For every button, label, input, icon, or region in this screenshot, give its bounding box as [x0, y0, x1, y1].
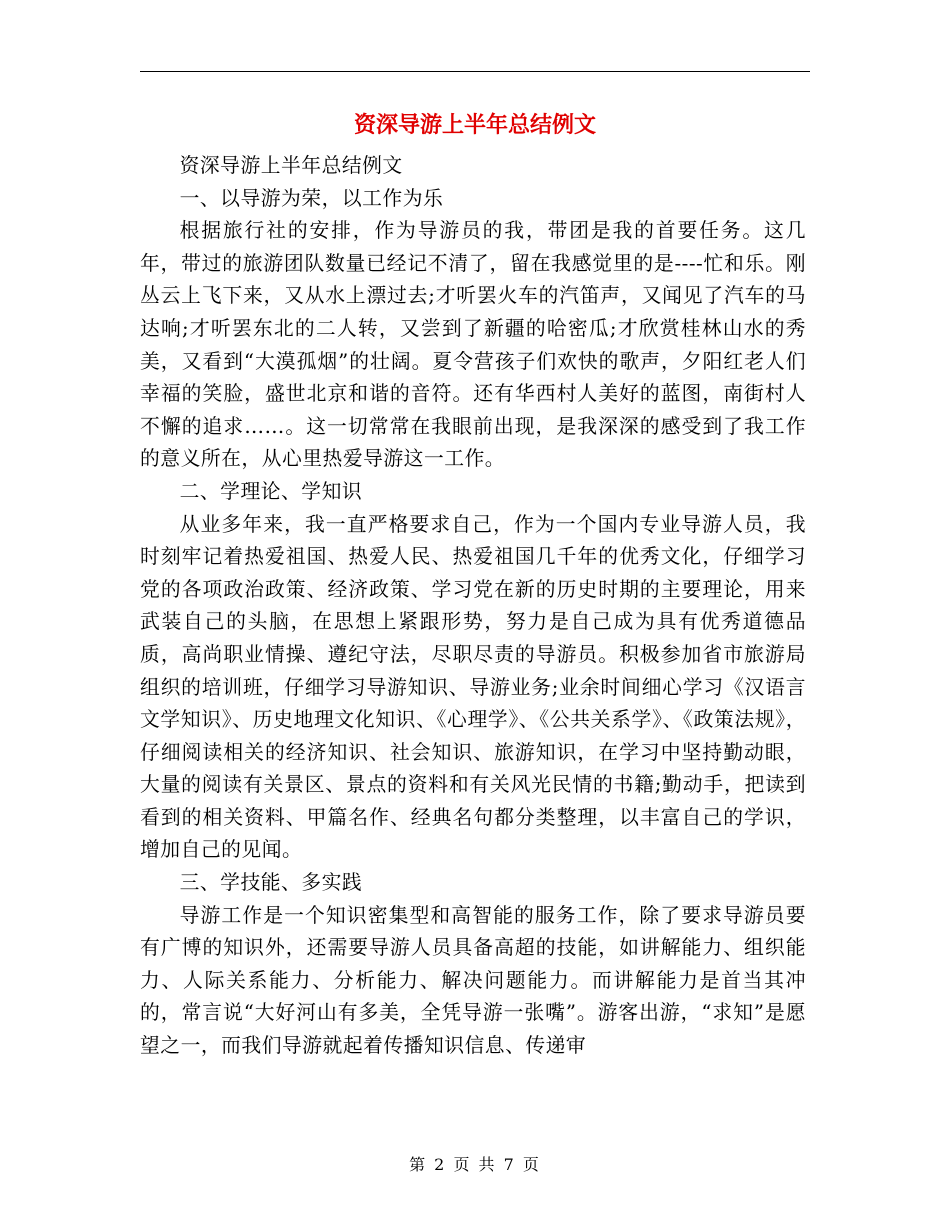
body-paragraph-2: 从业多年来，我一直严格要求自己，作为一个国内专业导游人员，我时刻牢记着热爱祖国、热爱人民、热爱祖国几千年的优秀文化，仔细学习党的各项政治政策、经济政策、学习党在新的历史时期的主要理论，用来武装自己的头脑，在思想上紧跟形势，努力是自己成为具有优秀道德品质，高尚职业情操、遵纪守法，尽职尽责的导游员。积极参加省市旅游局组织的培训班，仔细学习导游知识、导游业务;业余时间细心学习《汉语言文学知识》、历史地理文化知识、《心理学》、《公共关系学》、《政策法规》，仔细阅读相关的经济知识、社会知识、旅游知识，在学习中坚持勤动眼，大量的阅读有关景区、景点的资料和有关风光民情的书籍;勤动手，把读到看到的相关资料、甲篇名作、经典名句都分类整理，以丰富自己的学识，增加自己的见闻。: [140, 512, 806, 862]
section-heading-1: 一、以导游为荣，以工作为乐: [179, 186, 444, 210]
body-paragraph-3: 导游工作是一个知识密集型和高智能的服务工作，除了要求导游员要有广博的知识外，还需要导游人员具备高超的技能，如讲解能力、组织能力、人际关系能力、分析能力、解决问题能力。而讲解能力是首当其冲的，常言说“大好河山有多美，全凭导游一张嘴”。游客出游，“求知”是愿望之一，而我们导游就起着传播知识信息、传递审: [140, 903, 806, 1058]
section-heading-2: 二、学理论、学知识: [179, 479, 363, 503]
header-rule: [140, 71, 810, 72]
document-body: [140, 150, 806, 1063]
page-number-footer: 第 2 页 共 7 页: [409, 1155, 541, 1174]
document-title: 资深导游上半年总结例文: [353, 113, 596, 138]
body-paragraph-1: 根据旅行社的安排，作为导游员的我，带团是我的首要任务。这几年，带过的旅游团队数量已经记不清了，留在我感觉里的是----忙和乐。刚丛云上飞下来，又从水上漂过去;才听罢火车的汽笛声，又闻见了汽车的马达响;才听罢东北的二人转，又尝到了新疆的哈密瓜;才欣赏桂林山水的秀美，又看到“大漠孤烟”的壮阔。夏令营孩子们欢快的歌声，夕阳红老人们幸福的笑脸，盛世北京和谐的音符。还有华西村人美好的蓝图，南街村人不懈的追求……。这一切常常在我眼前出现，是我深深的感受到了我工作的意义所在，从心里热爱导游这一工作。: [140, 219, 806, 471]
subtitle-paragraph: 资深导游上半年总结例文: [179, 154, 403, 177]
section-heading-3: 三、学技能、多实践: [179, 871, 363, 895]
